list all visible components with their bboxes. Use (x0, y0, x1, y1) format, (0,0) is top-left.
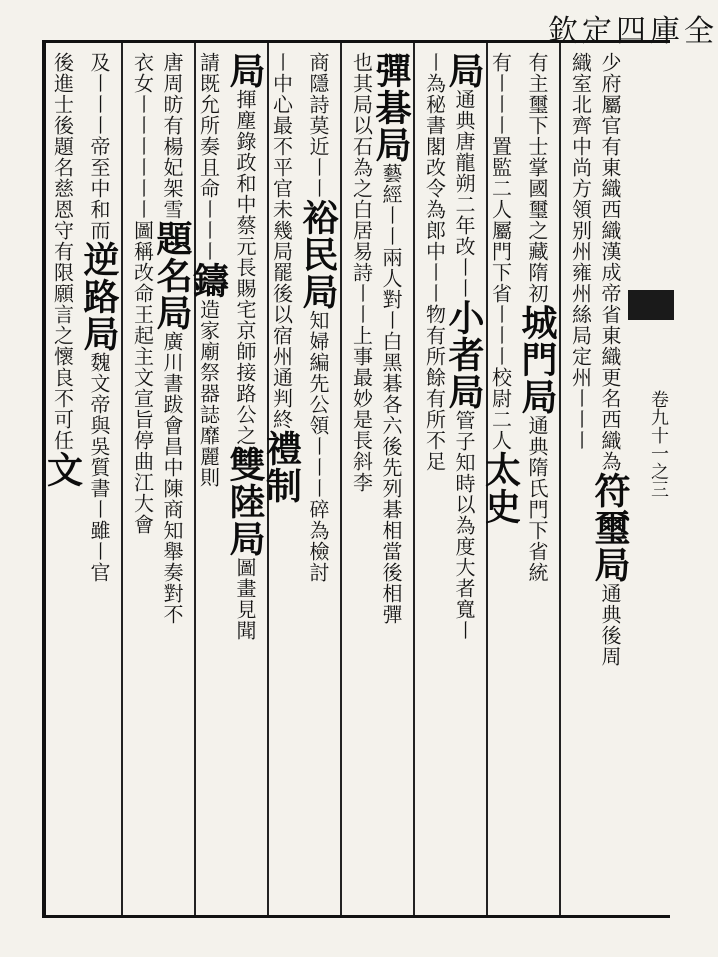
text-column (370, 52, 412, 910)
entry-heading: 裕民局 (297, 199, 339, 310)
entry-text: 廣川書跋會昌中陳商知舉奏對不 (160, 331, 184, 625)
entry-text: 知婦編先公領〡〡〡碎為檢討 (306, 310, 330, 583)
text-column (344, 52, 375, 910)
entry-text: 造家廟祭器 (196, 299, 221, 404)
entry-text: 守有限願言之懷良不可任 (50, 220, 75, 451)
entry-heading: 小者局 (443, 299, 485, 410)
entry-text: 及〡〡〡帝至中和而 (87, 52, 111, 241)
chapter-label: 卷九十一之三 (648, 390, 669, 498)
entry-text: 誌靡麗則 (196, 404, 221, 488)
entry-heading: 禮制 (260, 430, 303, 504)
entry-text: 唐周昉有楊妃架雪 (160, 52, 184, 220)
text-column (297, 52, 339, 910)
column-rule (413, 43, 415, 915)
text-column (224, 52, 266, 910)
entry-text: 通典唐龍朔二年改〡〡 (452, 89, 476, 299)
entry-text: 請既允所奏且命〡〡〡 (196, 52, 221, 262)
entry-heading: 文 (41, 451, 84, 488)
entry-heading: 太史 (479, 451, 522, 525)
text-column (41, 52, 84, 910)
entry-heading: 局 (443, 52, 485, 89)
entry-text: 有〡〡〡置監二人屬門下省 (488, 52, 513, 304)
entry-heading: 局 (224, 52, 266, 89)
entry-heading: 題名局 (151, 220, 193, 331)
entry-text: 〡為秘書閣改令為郎中 (422, 52, 447, 262)
text-column (151, 52, 193, 910)
entry-heading: 符璽局 (589, 472, 631, 583)
entry-text: 通典隋氏門下省統 (525, 415, 549, 583)
entry-text: 稱改命王起主文宣旨停曲江大會 (130, 241, 155, 535)
text-column (516, 52, 558, 910)
entry-text: 〡〡〡校尉二人 (488, 304, 513, 451)
entry-heading: 雙陸局 (224, 446, 266, 557)
entry-text: 有主璽下士掌國璽之藏隋初 (525, 52, 549, 304)
text-column (589, 52, 631, 910)
text-column (443, 52, 485, 910)
entry-text: 〡中心最不平 (269, 52, 294, 178)
column-rule (559, 43, 561, 915)
text-column (563, 52, 594, 910)
entry-text: 也其局以石為之白居易詩〡〡上事最妙是長斜李 (349, 52, 374, 493)
entry-text: 後進士後題名慈恩 (50, 52, 75, 220)
entry-text: 藝經〡〡兩人對〡白黑碁各六後先列碁相當後相彈 (379, 163, 403, 625)
text-column (417, 52, 448, 910)
entry-text: 織室北齊中尚方領别州雍州絲局定州〡〡〡 (568, 52, 593, 451)
entry-heading: 鑄 (187, 262, 230, 299)
entry-heading: 彈碁局 (370, 52, 412, 163)
entry-text: 管子知時以為度大者寬〡 (452, 410, 476, 641)
text-column (78, 52, 120, 910)
entry-text: 圖畫見聞 (233, 557, 257, 641)
text-column (125, 52, 156, 910)
entry-text: 〡〡物有所餘有所不足 (422, 262, 447, 472)
column-rule (121, 43, 123, 915)
entry-text: 揮塵錄政和中蔡元長賜宅京師接路公之 (233, 89, 257, 446)
entry-text: 衣女〡〡〡〡〡〡圖 (130, 52, 155, 241)
entry-heading: 逆路局 (78, 241, 120, 352)
entry-text: 商隱詩莫近〡〡 (306, 52, 330, 199)
entry-text: 官未幾局罷後以宿州通判終 (269, 178, 294, 430)
text-column (260, 52, 303, 910)
entry-text: 魏文帝與吳質書〡雖〡官 (87, 352, 111, 583)
entry-text: 通典後周 (598, 583, 622, 667)
column-rule (340, 43, 342, 915)
entry-text: 少府屬官有東織西織漢成帝省東織更名西織為 (598, 52, 622, 472)
text-column (187, 52, 230, 910)
entry-heading: 城門局 (516, 304, 558, 415)
margin-title: 欽定四庫全 (548, 14, 718, 49)
text-column (479, 52, 522, 910)
